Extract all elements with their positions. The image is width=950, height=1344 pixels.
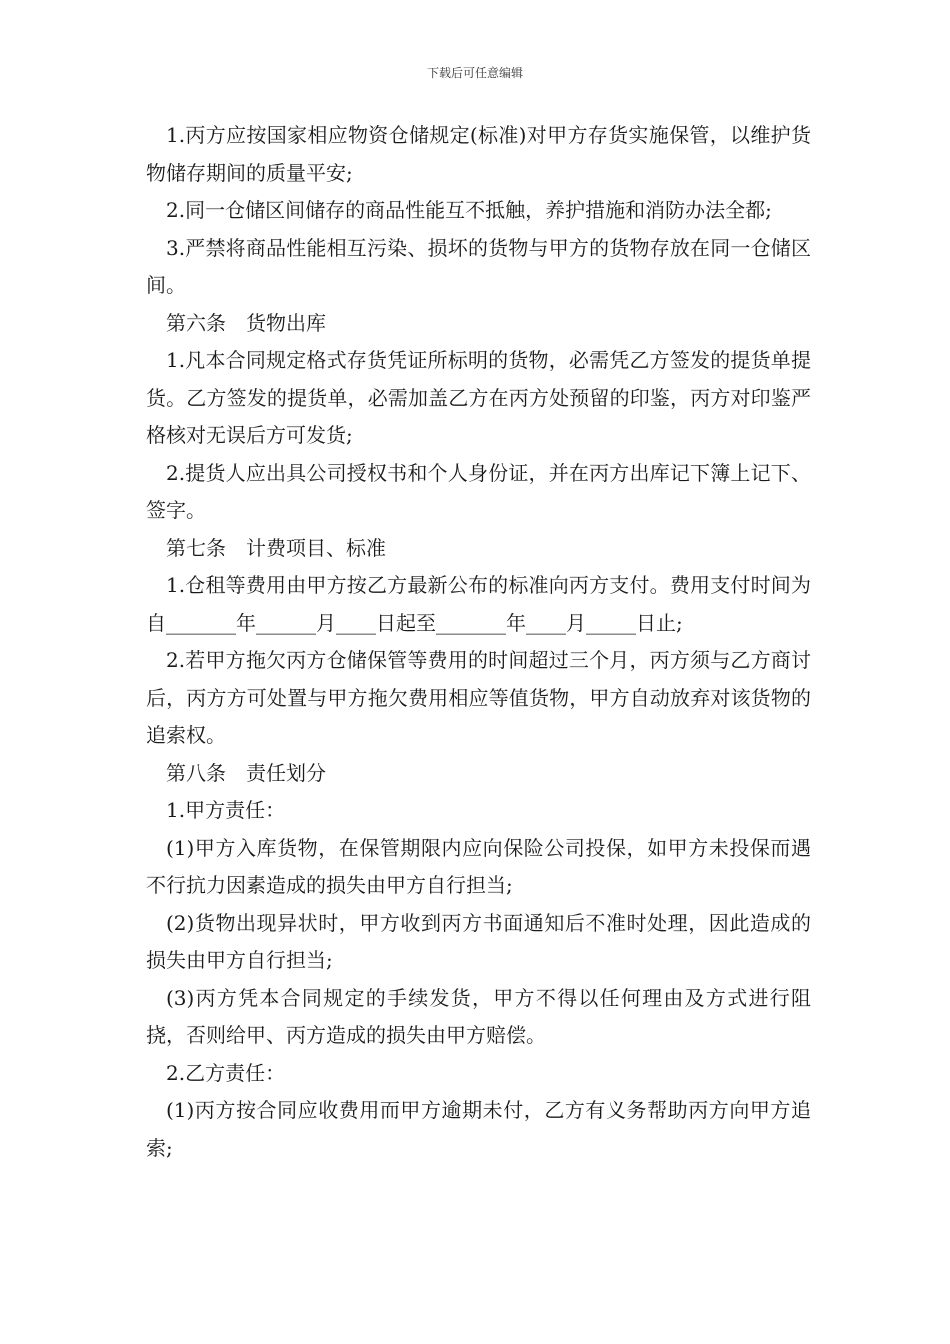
paragraph: (3)丙方凭本合同规定的手续发货，甲方不得以任何理由及方式进行阻挠，否则给甲、丙方造成的损失由甲方赔偿。 (146, 985, 811, 1047)
paragraph: 3.严禁将商品性能相互污染、损坏的货物与甲方的货物存放在同一仓储区间。 (146, 235, 811, 297)
paragraph: 1.凡本合同规定格式存货凭证所标明的货物，必需凭乙方签发的提货单提货。乙方签发的提货单，必需加盖乙方在丙方处预留的印鉴，丙方对印鉴严格核对无误后方可发货; (146, 348, 811, 447)
section-heading: 第八条 责任划分 (166, 760, 326, 785)
paragraph: 2.乙方责任： (166, 1060, 286, 1085)
paragraph: 1.甲方责任： (166, 798, 286, 822)
paragraph: 1.丙方应按国家相应物资仓储规定(标准)对甲方存货实施保管，以维护货物储存期间的质量平安; (146, 123, 811, 185)
paragraph: (1)丙方按合同应收费用而甲方逾期未付，乙方有义务帮助丙方向甲方追索; (146, 1098, 811, 1160)
paragraph: 2.若甲方拖欠丙方仓储保管等费用的时间超过三个月，丙方须与乙方商讨后，丙方方可处置与甲方拖欠费用相应等值货物，甲方自动放弃对该货物的追索权。 (146, 648, 811, 747)
document-body (146, 117, 811, 1167)
section-heading: 第七条 计费项目、标准 (166, 535, 386, 560)
paragraph: 2.同一仓储区间储存的商品性能互不抵触，养护措施和消防办法全都; (166, 198, 772, 222)
paragraph: 1.仓租等费用由甲方按乙方最新公布的标准向丙方支付。费用支付时间为自_______年______月____日起至_______年____月_____日止; (146, 573, 811, 635)
paragraph: 2.提货人应出具公司授权书和个人身份证，并在丙方出库记下簿上记下、签字。 (146, 460, 811, 522)
page-header: 下载后可任意编辑 (426, 66, 523, 80)
section-heading: 第六条 货物出库 (166, 310, 326, 335)
paragraph: (1)甲方入库货物，在保管期限内应向保险公司投保，如甲方未投保而遇不行抗力因素造成的损失由甲方自行担当; (146, 835, 811, 897)
paragraph: (2)货物出现异状时，甲方收到丙方书面通知后不准时处理，因此造成的损失由甲方自行担当; (146, 910, 811, 972)
